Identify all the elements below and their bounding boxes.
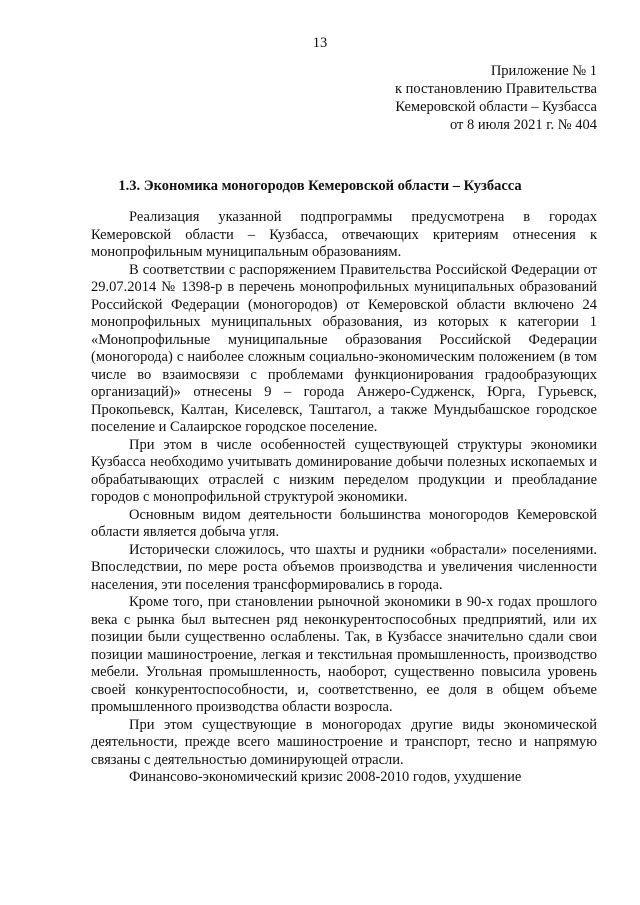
appendix-date: от 8 июля 2021 г. № 404 (449, 117, 597, 133)
appendix-line: к постановлению Правительства (395, 81, 597, 97)
paragraph: Исторически сложилось, что шахты и рудники «обрастали» поселениями. Впоследствии, по мере роста объемов производства и увеличения численности населения, эти поселения трансформировались в города. (91, 541, 597, 593)
page-number: 13 (312, 35, 328, 51)
appendix-header (395, 62, 597, 134)
paragraph: В соответствии с распоряжением Правительства Российской Федерации от 29.07.2014 № 1398-р в перечень монопрофильных муниципальных образований Российской Федерации (моногородов) от Кемеровской области включено 24 монопрофильных муниципальных образования, из которых к категории 1 «Монопрофильные муниципальные образования Российской Федерации (моногорода) с наиболее сложным социально-экономическим положением (в том числе во взаимосвязи с проблемами функционирования градообразующих организаций)» отнесены 9 – города Анжеро-Судженск, Юрга, Гурьевск, Прокопьевск, Калтан, Киселевск, Таштагол, а также Мундыбашское городское поселение и Салаирское городское поселение. (91, 261, 597, 435)
appendix-title: Приложение № 1 (490, 63, 597, 79)
paragraph: При этом существующие в моногородах другие виды экономической деятельности, прежде всего машиностроение и транспорт, тесно и напрямую связаны с деятельностью доминирующей отрасли. (91, 716, 597, 768)
paragraph: Реализация указанной подпрограммы предусмотрена в городах Кемеровской области – Кузбасса, отвечающих критериям отнесения к монопрофильным муниципальным образованиям. (91, 209, 597, 260)
paragraph: При этом в числе особенностей существующей структуры экономики Кузбасса необходимо учитывать доминирование добычи полезных ископаемых и обрабатывающих отраслей с низким переделом продукции и преобладание городов с монопрофильной структурой экономики. (91, 436, 597, 505)
paragraph: Финансово-экономический кризис 2008-2010 годов, ухудшение (129, 769, 522, 785)
paragraph: Основным видом деятельности большинства моногородов Кемеровской области является добыча угля. (91, 506, 597, 540)
paragraph: Кроме того, при становлении рыночной экономики в 90-х годах прошлого века с рынка был вытеснен ряд неконкурентоспособных предприятий, или их позиции были существенно ослаблены. Так, в Кузбассе значительно сдали свои позиции машиностроение, легкая и текстильная промышленность, производство мебели. Угольная промышленность, наоборот, существенно повысила уровень своей конкурентоспособности, и, соответственно, ее доля в общем объеме промышленного производства области возросла. (91, 594, 597, 715)
appendix-line: Кемеровской области – Кузбасса (395, 99, 597, 115)
section-title: 1.3. Экономика моногородов Кемеровской области – Кузбасса (118, 178, 522, 194)
body-text (91, 209, 597, 787)
